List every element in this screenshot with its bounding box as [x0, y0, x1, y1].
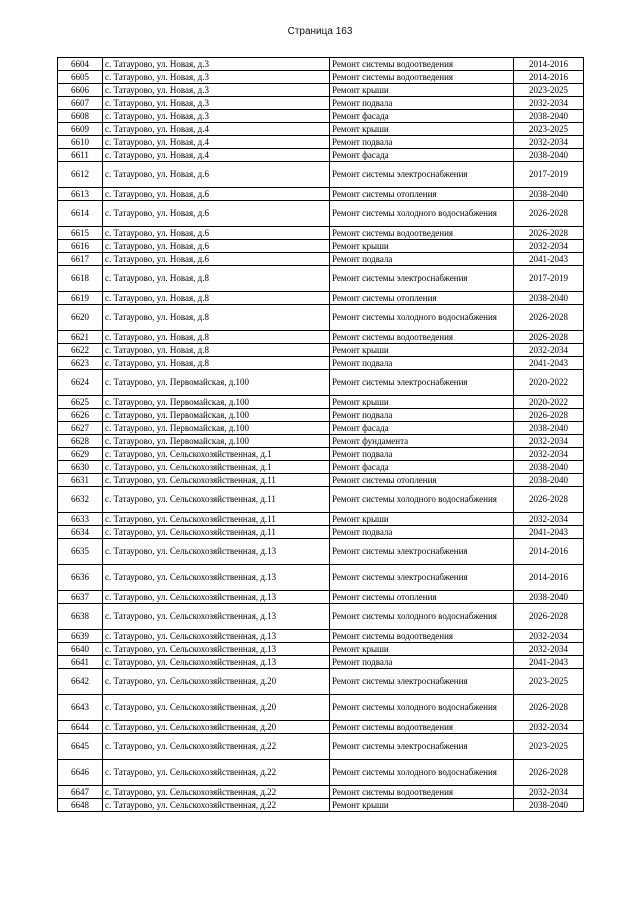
- work-type-cell: Ремонт системы электроснабжения: [330, 539, 514, 565]
- address-cell: с. Татаурово, ул. Новая, д.6: [103, 188, 330, 201]
- table-row: [58, 604, 584, 630]
- period-cell: 2038-2040: [514, 422, 584, 435]
- address-cell: с. Татаурово, ул. Новая, д.3: [103, 97, 330, 110]
- period-cell: 2023-2025: [514, 123, 584, 136]
- table-row: [58, 721, 584, 734]
- period-cell: 2038-2040: [514, 149, 584, 162]
- table-body: [58, 58, 584, 812]
- period-cell: 2038-2040: [514, 799, 584, 812]
- period-cell: 2032-2034: [514, 513, 584, 526]
- row-number-cell: 6643: [58, 695, 103, 721]
- period-cell: 2038-2040: [514, 292, 584, 305]
- period-cell: 2020-2022: [514, 370, 584, 396]
- work-type-cell: Ремонт системы водоотведения: [330, 786, 514, 799]
- address-cell: с. Татаурово, ул. Новая, д.6: [103, 162, 330, 188]
- table-row: [58, 526, 584, 539]
- table-row: [58, 786, 584, 799]
- row-number-cell: 6631: [58, 474, 103, 487]
- period-cell: 2038-2040: [514, 110, 584, 123]
- work-type-cell: Ремонт крыши: [330, 240, 514, 253]
- period-cell: 2017-2019: [514, 162, 584, 188]
- row-number-cell: 6641: [58, 656, 103, 669]
- period-cell: 2032-2034: [514, 786, 584, 799]
- table-row: [58, 409, 584, 422]
- table-row: [58, 344, 584, 357]
- address-cell: с. Татаурово, ул. Сельскохозяйственная, д.13: [103, 604, 330, 630]
- table-row: [58, 448, 584, 461]
- row-number-cell: 6638: [58, 604, 103, 630]
- row-number-cell: 6633: [58, 513, 103, 526]
- work-type-cell: Ремонт системы водоотведения: [330, 630, 514, 643]
- work-type-cell: Ремонт крыши: [330, 396, 514, 409]
- row-number-cell: 6632: [58, 487, 103, 513]
- work-type-cell: Ремонт крыши: [330, 123, 514, 136]
- address-cell: с. Татаурово, ул. Сельскохозяйственная, д.22: [103, 799, 330, 812]
- period-cell: 2014-2016: [514, 71, 584, 84]
- table-row: [58, 487, 584, 513]
- row-number-cell: 6637: [58, 591, 103, 604]
- address-cell: с. Татаурово, ул. Новая, д.8: [103, 266, 330, 292]
- table-row: [58, 266, 584, 292]
- row-number-cell: 6613: [58, 188, 103, 201]
- address-cell: с. Татаурово, ул. Сельскохозяйственная, д.20: [103, 669, 330, 695]
- table-row: [58, 539, 584, 565]
- work-type-cell: Ремонт системы отопления: [330, 292, 514, 305]
- period-cell: 2026-2028: [514, 604, 584, 630]
- address-cell: с. Татаурово, ул. Сельскохозяйственная, д.11: [103, 513, 330, 526]
- address-cell: с. Татаурово, ул. Сельскохозяйственная, д.22: [103, 734, 330, 760]
- period-cell: 2017-2019: [514, 266, 584, 292]
- table-row: [58, 240, 584, 253]
- table-row: [58, 331, 584, 344]
- work-type-cell: Ремонт подвала: [330, 526, 514, 539]
- table-row: [58, 227, 584, 240]
- address-cell: с. Татаурово, ул. Первомайская, д.100: [103, 422, 330, 435]
- period-cell: 2038-2040: [514, 461, 584, 474]
- period-cell: 2041-2043: [514, 357, 584, 370]
- period-cell: 2032-2034: [514, 435, 584, 448]
- period-cell: 2023-2025: [514, 734, 584, 760]
- table-row: [58, 734, 584, 760]
- address-cell: с. Татаурово, ул. Первомайская, д.100: [103, 370, 330, 396]
- period-cell: 2026-2028: [514, 487, 584, 513]
- table-row: [58, 71, 584, 84]
- work-type-cell: Ремонт системы электроснабжения: [330, 370, 514, 396]
- row-number-cell: 6609: [58, 123, 103, 136]
- repair-schedule-table: [57, 57, 584, 812]
- row-number-cell: 6624: [58, 370, 103, 396]
- period-cell: 2032-2034: [514, 643, 584, 656]
- period-cell: 2026-2028: [514, 305, 584, 331]
- address-cell: с. Татаурово, ул. Сельскохозяйственная, д.22: [103, 760, 330, 786]
- work-type-cell: Ремонт крыши: [330, 513, 514, 526]
- period-cell: 2023-2025: [514, 84, 584, 97]
- work-type-cell: Ремонт фасада: [330, 461, 514, 474]
- work-type-cell: Ремонт фасада: [330, 422, 514, 435]
- address-cell: с. Татаурово, ул. Новая, д.3: [103, 71, 330, 84]
- row-number-cell: 6648: [58, 799, 103, 812]
- row-number-cell: 6622: [58, 344, 103, 357]
- address-cell: с. Татаурово, ул. Сельскохозяйственная, д.11: [103, 487, 330, 513]
- period-cell: 2020-2022: [514, 396, 584, 409]
- work-type-cell: Ремонт подвала: [330, 136, 514, 149]
- period-cell: 2041-2043: [514, 656, 584, 669]
- period-cell: 2032-2034: [514, 721, 584, 734]
- work-type-cell: Ремонт системы водоотведения: [330, 331, 514, 344]
- row-number-cell: 6621: [58, 331, 103, 344]
- work-type-cell: Ремонт системы водоотведения: [330, 227, 514, 240]
- work-type-cell: Ремонт системы отопления: [330, 591, 514, 604]
- work-type-cell: Ремонт подвала: [330, 409, 514, 422]
- table-row: [58, 565, 584, 591]
- address-cell: с. Татаурово, ул. Сельскохозяйственная, д.1: [103, 461, 330, 474]
- period-cell: 2041-2043: [514, 526, 584, 539]
- work-type-cell: Ремонт системы электроснабжения: [330, 565, 514, 591]
- work-type-cell: Ремонт фасада: [330, 110, 514, 123]
- work-type-cell: Ремонт подвала: [330, 357, 514, 370]
- row-number-cell: 6639: [58, 630, 103, 643]
- row-number-cell: 6629: [58, 448, 103, 461]
- period-cell: 2032-2034: [514, 448, 584, 461]
- address-cell: с. Татаурово, ул. Первомайская, д.100: [103, 409, 330, 422]
- period-cell: 2032-2034: [514, 136, 584, 149]
- work-type-cell: Ремонт крыши: [330, 799, 514, 812]
- row-number-cell: 6611: [58, 149, 103, 162]
- row-number-cell: 6636: [58, 565, 103, 591]
- address-cell: с. Татаурово, ул. Сельскохозяйственная, д.20: [103, 695, 330, 721]
- address-cell: с. Татаурово, ул. Сельскохозяйственная, д.11: [103, 526, 330, 539]
- address-cell: с. Татаурово, ул. Сельскохозяйственная, д.20: [103, 721, 330, 734]
- address-cell: с. Татаурово, ул. Новая, д.3: [103, 84, 330, 97]
- work-type-cell: Ремонт крыши: [330, 344, 514, 357]
- table-row: [58, 370, 584, 396]
- row-number-cell: 6617: [58, 253, 103, 266]
- table-row: [58, 97, 584, 110]
- row-number-cell: 6610: [58, 136, 103, 149]
- address-cell: с. Татаурово, ул. Новая, д.6: [103, 240, 330, 253]
- table-row: [58, 422, 584, 435]
- period-cell: 2026-2028: [514, 760, 584, 786]
- table-row: [58, 253, 584, 266]
- address-cell: с. Татаурово, ул. Первомайская, д.100: [103, 396, 330, 409]
- row-number-cell: 6630: [58, 461, 103, 474]
- table-row: [58, 149, 584, 162]
- period-cell: 2026-2028: [514, 331, 584, 344]
- work-type-cell: Ремонт системы водоотведения: [330, 58, 514, 71]
- work-type-cell: Ремонт системы холодного водоснабжения: [330, 760, 514, 786]
- address-cell: с. Татаурово, ул. Новая, д.8: [103, 305, 330, 331]
- row-number-cell: 6607: [58, 97, 103, 110]
- table-row: [58, 162, 584, 188]
- row-number-cell: 6628: [58, 435, 103, 448]
- address-cell: с. Татаурово, ул. Новая, д.8: [103, 331, 330, 344]
- row-number-cell: 6605: [58, 71, 103, 84]
- work-type-cell: Ремонт системы холодного водоснабжения: [330, 201, 514, 227]
- work-type-cell: Ремонт системы холодного водоснабжения: [330, 695, 514, 721]
- work-type-cell: Ремонт подвала: [330, 97, 514, 110]
- row-number-cell: 6644: [58, 721, 103, 734]
- address-cell: с. Татаурово, ул. Новая, д.6: [103, 201, 330, 227]
- table-row: [58, 513, 584, 526]
- table-row: [58, 760, 584, 786]
- row-number-cell: 6647: [58, 786, 103, 799]
- work-type-cell: Ремонт фундамента: [330, 435, 514, 448]
- table-row: [58, 123, 584, 136]
- table-row: [58, 656, 584, 669]
- row-number-cell: 6642: [58, 669, 103, 695]
- period-cell: 2032-2034: [514, 97, 584, 110]
- address-cell: с. Татаурово, ул. Сельскохозяйственная, д.11: [103, 474, 330, 487]
- table-row: [58, 643, 584, 656]
- work-type-cell: Ремонт крыши: [330, 84, 514, 97]
- row-number-cell: 6625: [58, 396, 103, 409]
- address-cell: с. Татаурово, ул. Новая, д.6: [103, 253, 330, 266]
- table-row: [58, 201, 584, 227]
- address-cell: с. Татаурово, ул. Новая, д.8: [103, 292, 330, 305]
- period-cell: 2026-2028: [514, 409, 584, 422]
- work-type-cell: Ремонт системы электроснабжения: [330, 734, 514, 760]
- table-row: [58, 110, 584, 123]
- address-cell: с. Татаурово, ул. Новая, д.6: [103, 227, 330, 240]
- address-cell: с. Татаурово, ул. Сельскохозяйственная, д.13: [103, 539, 330, 565]
- work-type-cell: Ремонт системы водоотведения: [330, 721, 514, 734]
- table-row: [58, 357, 584, 370]
- row-number-cell: 6646: [58, 760, 103, 786]
- period-cell: 2041-2043: [514, 253, 584, 266]
- table-row: [58, 136, 584, 149]
- table-row: [58, 58, 584, 71]
- work-type-cell: Ремонт системы электроснабжения: [330, 669, 514, 695]
- row-number-cell: 6645: [58, 734, 103, 760]
- table-row: [58, 292, 584, 305]
- page-number-header: Страница 163: [287, 26, 353, 37]
- work-type-cell: Ремонт системы электроснабжения: [330, 162, 514, 188]
- address-cell: с. Татаурово, ул. Новая, д.8: [103, 357, 330, 370]
- address-cell: с. Татаурово, ул. Новая, д.3: [103, 110, 330, 123]
- address-cell: с. Татаурово, ул. Первомайская, д.100: [103, 435, 330, 448]
- period-cell: 2038-2040: [514, 188, 584, 201]
- work-type-cell: Ремонт подвала: [330, 253, 514, 266]
- table-row: [58, 305, 584, 331]
- table-row: [58, 474, 584, 487]
- address-cell: с. Татаурово, ул. Новая, д.4: [103, 149, 330, 162]
- row-number-cell: 6606: [58, 84, 103, 97]
- period-cell: 2038-2040: [514, 591, 584, 604]
- table-row: [58, 188, 584, 201]
- row-number-cell: 6616: [58, 240, 103, 253]
- row-number-cell: 6604: [58, 58, 103, 71]
- row-number-cell: 6626: [58, 409, 103, 422]
- row-number-cell: 6627: [58, 422, 103, 435]
- address-cell: с. Татаурово, ул. Сельскохозяйственная, д.13: [103, 565, 330, 591]
- row-number-cell: 6608: [58, 110, 103, 123]
- address-cell: с. Татаурово, ул. Новая, д.4: [103, 123, 330, 136]
- row-number-cell: 6614: [58, 201, 103, 227]
- table-row: [58, 591, 584, 604]
- work-type-cell: Ремонт подвала: [330, 656, 514, 669]
- work-type-cell: Ремонт крыши: [330, 643, 514, 656]
- period-cell: 2032-2034: [514, 240, 584, 253]
- table-row: [58, 799, 584, 812]
- address-cell: с. Татаурово, ул. Сельскохозяйственная, д.22: [103, 786, 330, 799]
- address-cell: с. Татаурово, ул. Новая, д.4: [103, 136, 330, 149]
- table-row: [58, 435, 584, 448]
- period-cell: 2038-2040: [514, 474, 584, 487]
- row-number-cell: 6612: [58, 162, 103, 188]
- table-row: [58, 396, 584, 409]
- work-type-cell: Ремонт системы водоотведения: [330, 71, 514, 84]
- table-row: [58, 695, 584, 721]
- period-cell: 2014-2016: [514, 539, 584, 565]
- table-row: [58, 461, 584, 474]
- row-number-cell: 6620: [58, 305, 103, 331]
- period-cell: 2014-2016: [514, 565, 584, 591]
- row-number-cell: 6635: [58, 539, 103, 565]
- address-cell: с. Татаурово, ул. Новая, д.8: [103, 344, 330, 357]
- address-cell: с. Татаурово, ул. Сельскохозяйственная, д.1: [103, 448, 330, 461]
- period-cell: 2023-2025: [514, 669, 584, 695]
- address-cell: с. Татаурово, ул. Сельскохозяйственная, д.13: [103, 591, 330, 604]
- work-type-cell: Ремонт подвала: [330, 448, 514, 461]
- period-cell: 2032-2034: [514, 630, 584, 643]
- address-cell: с. Татаурово, ул. Сельскохозяйственная, д.13: [103, 656, 330, 669]
- table-row: [58, 84, 584, 97]
- work-type-cell: Ремонт системы холодного водоснабжения: [330, 487, 514, 513]
- work-type-cell: Ремонт системы холодного водоснабжения: [330, 604, 514, 630]
- period-cell: 2014-2016: [514, 58, 584, 71]
- period-cell: 2026-2028: [514, 201, 584, 227]
- address-cell: с. Татаурово, ул. Сельскохозяйственная, д.13: [103, 630, 330, 643]
- row-number-cell: 6619: [58, 292, 103, 305]
- period-cell: 2026-2028: [514, 227, 584, 240]
- period-cell: 2026-2028: [514, 695, 584, 721]
- work-type-cell: Ремонт системы холодного водоснабжения: [330, 305, 514, 331]
- work-type-cell: Ремонт фасада: [330, 149, 514, 162]
- table-row: [58, 669, 584, 695]
- work-type-cell: Ремонт системы электроснабжения: [330, 266, 514, 292]
- address-cell: с. Татаурово, ул. Новая, д.3: [103, 58, 330, 71]
- work-type-cell: Ремонт системы отопления: [330, 474, 514, 487]
- row-number-cell: 6618: [58, 266, 103, 292]
- address-cell: с. Татаурово, ул. Сельскохозяйственная, д.13: [103, 643, 330, 656]
- row-number-cell: 6615: [58, 227, 103, 240]
- row-number-cell: 6623: [58, 357, 103, 370]
- period-cell: 2032-2034: [514, 344, 584, 357]
- work-type-cell: Ремонт системы отопления: [330, 188, 514, 201]
- row-number-cell: 6640: [58, 643, 103, 656]
- table-row: [58, 630, 584, 643]
- row-number-cell: 6634: [58, 526, 103, 539]
